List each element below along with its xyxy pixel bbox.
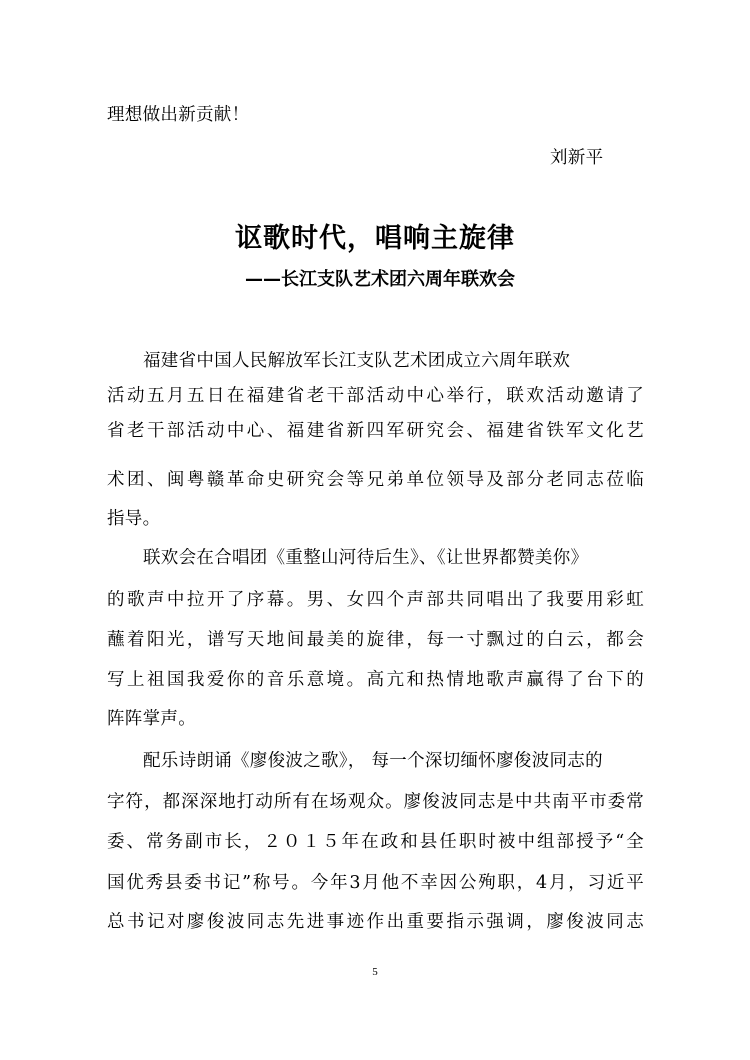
paragraph-2-line-2: 的歌声中拉开了序幕。男、女四个声部共同唱出了我要用彩虹 bbox=[107, 590, 644, 610]
closing-line: 理想做出新贡献！ bbox=[107, 105, 250, 125]
page-number: 5 bbox=[372, 966, 378, 978]
article-subtitle: ——长江支队艺术团六周年联欢会 bbox=[245, 269, 515, 290]
paragraph-2-line-1: 联欢会在合唱团《重整山河待后生》、《让世界都赞美你》 bbox=[143, 548, 589, 568]
signature: 刘新平 bbox=[550, 148, 604, 168]
paragraph-2-line-5: 阵阵掌声。 bbox=[107, 709, 196, 729]
paragraph-1-line-5: 指导。 bbox=[107, 509, 161, 529]
paragraph-3-line-4: 国优秀县委书记”称号。今年3月他不幸因公殉职，4月，习近平 bbox=[107, 873, 644, 893]
paragraph-3-line-3: 委、常务副市长，２０１５年在政和县任职时被中组部授予“全 bbox=[107, 832, 644, 852]
paragraph-1-line-3: 省老干部活动中心、福建省新四军研究会、福建省铁军文化艺 bbox=[107, 421, 644, 441]
paragraph-1-line-1: 福建省中国人民解放军长江支队艺术团成立六周年联欢 bbox=[143, 351, 571, 371]
paragraph-1-line-2: 活动五月五日在福建省老干部活动中心举行，联欢活动邀请了 bbox=[107, 386, 644, 406]
paragraph-3-line-1: 配乐诗朗诵《廖俊波之歌》， 每一个深切缅怀廖俊波同志的 bbox=[143, 751, 603, 771]
article-title: 讴歌时代，唱响主旋律 bbox=[235, 223, 515, 254]
paragraph-2-line-4: 写上祖国我爱你的音乐意境。高亢和热情地歌声赢得了台下的 bbox=[107, 670, 644, 690]
paragraph-3-line-2: 字符，都深深地打动所有在场观众。廖俊波同志是中共南平市委常 bbox=[107, 792, 644, 812]
paragraph-3-line-5: 总书记对廖俊波同志先进事迹作出重要指示强调，廖俊波同志 bbox=[107, 912, 644, 932]
paragraph-2-line-3: 蘸着阳光，谱写天地间最美的旋律，每一寸飘过的白云，都会 bbox=[107, 630, 644, 650]
paragraph-1-line-4: 术团、闽粤赣革命史研究会等兄弟单位领导及部分老同志莅临 bbox=[107, 470, 644, 490]
